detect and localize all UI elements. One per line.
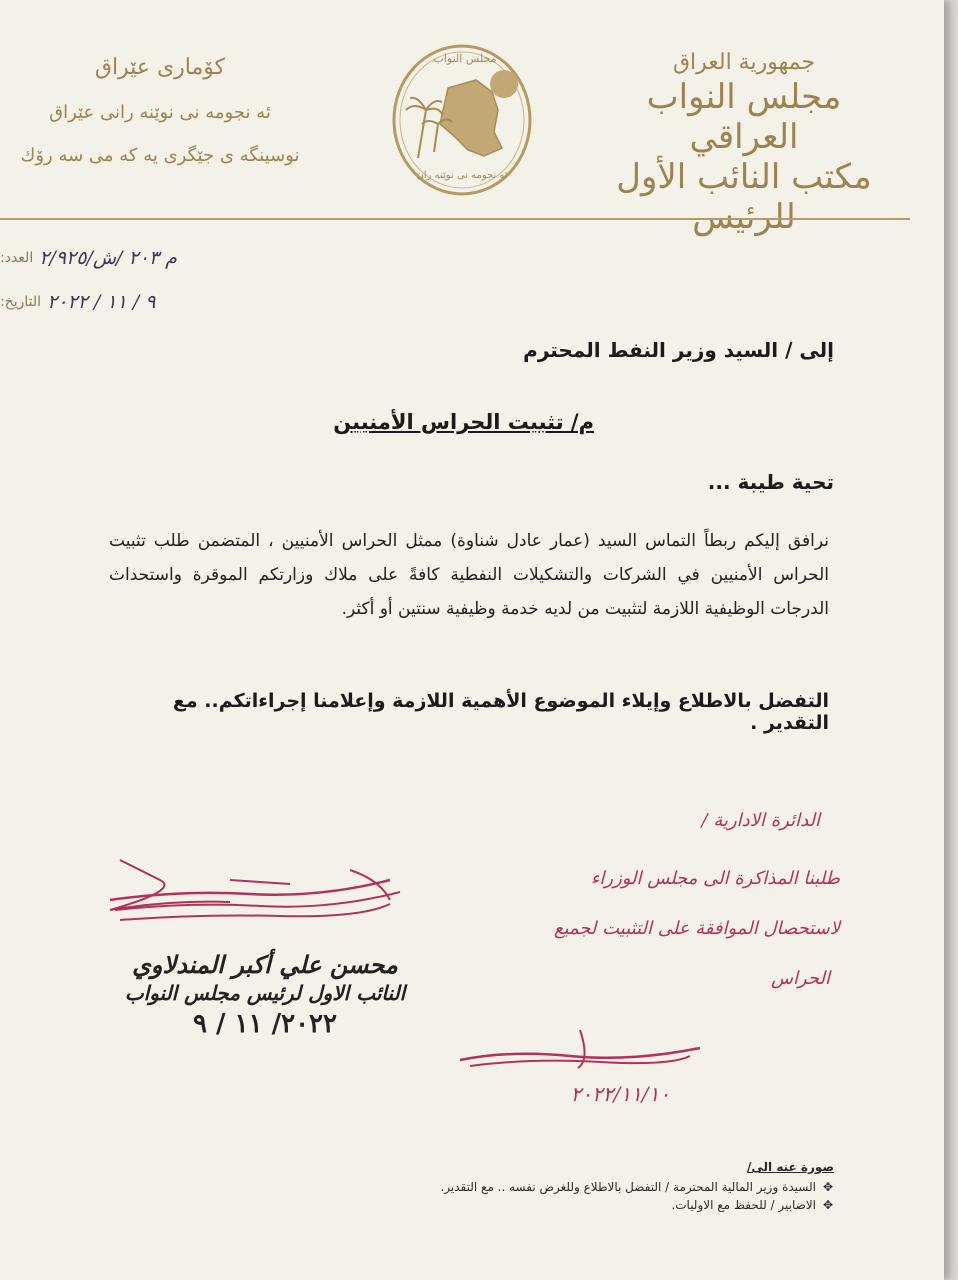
- cc-item: [294, 1198, 834, 1212]
- header-kurdish: [10, 55, 310, 166]
- reference-block: [0, 236, 232, 324]
- annotation-date: ٢٠٢٢/١١/١٠: [570, 1082, 670, 1106]
- letter-body: نرافق إليكم ربطاً التماس السيد (عمار عادل شناوة) ممثل الحراس الأمنيين ، المتضمن طلب تثبيت الحراس الأمنيين في الشركات والتشكيلات النفطية كافةً على ملاك وزارتكم الموقرة واستحداث الدرجات الوظيفية اللازمة لتثبيت من لديه خدمة وظيفية سنتين أو أكثر.: [109, 531, 829, 619]
- header-arabic-line2: مجلس النواب العراقي: [646, 77, 842, 157]
- cc-block: [294, 1160, 834, 1216]
- header-kurdish-line1: كۆماری عێراق: [94, 55, 226, 80]
- annotation-line2: طلبنا المذاكرة الى مجلس الوزراء: [590, 868, 840, 889]
- cc-item-text: السيدة وزير المالية المحترمة / التفضل بالاطلاع وللغرض نفسه .. مع التقدير.: [440, 1180, 816, 1194]
- header-kurdish-line2: ئه نجومه نی نوێنه رانی عێراق: [49, 102, 271, 123]
- number-row: [0, 236, 232, 280]
- cc-item-text: الاضابير / للحفظ مع الاوليات.: [671, 1198, 816, 1212]
- handwritten-annotation: [440, 800, 860, 1106]
- signatory-position: النائب الاول لرئيس مجلس النواب: [124, 981, 406, 1005]
- signatory-name: محسن علي أكبر المندلاوي: [132, 950, 398, 979]
- header-arabic-line3: مكتب النائب الأول للرئيس: [616, 157, 872, 237]
- seal-bottom-text: ئه نجومه نی نوێنه ران: [416, 170, 508, 181]
- cc-title: صورة عنه الى/: [747, 1160, 834, 1174]
- bullet-icon: ✥: [822, 1180, 834, 1194]
- cc-item: [294, 1180, 834, 1194]
- subject-line: م/ تثبيت الحراس الأمنيين: [333, 410, 594, 434]
- annotation-signature-mark: [450, 1020, 710, 1080]
- header-arabic-line1: جمهورية العراق: [672, 50, 816, 75]
- seal-top-text: مجلس النواب: [433, 52, 497, 65]
- number-value: م ٢٠٣ /ش/٢/٩٢٥: [39, 247, 177, 269]
- date-value: ٩ / ١١ / ٢٠٢٢: [47, 291, 156, 313]
- signature-date: ٢٠٢٢/ ١١ / ٩: [193, 1009, 337, 1039]
- greeting: تحية طيبة ...: [707, 470, 834, 494]
- header-divider: [0, 218, 910, 220]
- signatory-block: [120, 950, 410, 1039]
- date-label: التاريخ:: [0, 294, 42, 310]
- header-kurdish-line3: نوسینگه ی جێگری یه که می سه رۆك: [20, 145, 300, 166]
- number-label: العدد:: [0, 250, 34, 266]
- date-row: [0, 280, 232, 324]
- bullet-icon: ✥: [822, 1198, 834, 1212]
- header-arabic: [614, 50, 874, 237]
- annotation-line3: لاستحصال الموافقة على التثبيت لجميع: [553, 918, 840, 939]
- recipient-line: إلى / السيد وزير النفط المحترم: [523, 338, 834, 362]
- annotation-line4: الحراس: [770, 968, 830, 989]
- annotation-line1: الدائرة الادارية /: [701, 810, 820, 831]
- closing-line: التفضل بالاطلاع وإيلاء الموضوع الأهمية اللازمة وإعلامنا إجراءاتكم.. مع التقدير .: [172, 690, 829, 734]
